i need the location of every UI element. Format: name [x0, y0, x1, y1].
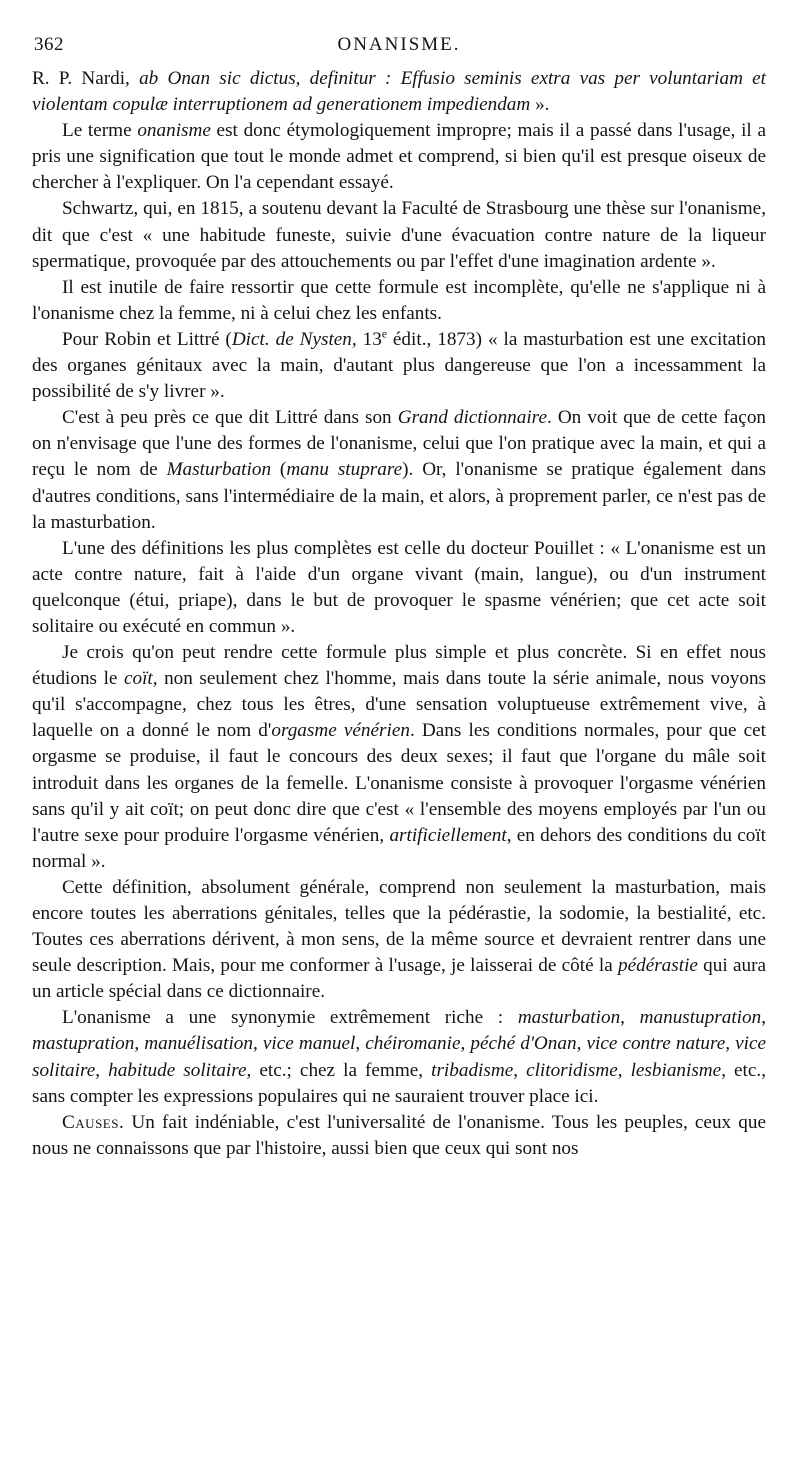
italic-text: clitoridisme: [526, 1059, 618, 1081]
text-run: Il est inutile de faire ressortir que cette formule est incomplète, qu'elle ne s'applique ni à l'onanisme chez la femme, ni à celui chez les enfants.: [32, 276, 766, 324]
section-heading: Causes.: [62, 1111, 125, 1133]
text-run: (: [271, 459, 287, 481]
text-run: , 13: [351, 328, 382, 350]
italic-text: chéiromanie: [365, 1033, 461, 1055]
text-run: ,: [355, 1033, 366, 1055]
paragraph: [32, 66, 766, 118]
italic-text: vice solitaire: [32, 1033, 767, 1081]
text-run: , etc., sans compter les expressions populaires qui ne sauraient trouver place ici.: [32, 1059, 766, 1107]
body-text: [32, 66, 766, 1162]
text-run: est donc étymologiquement impropre; mais il a passé dans l'usage, il a pris une signification que tout le monde admet et comprend, si bien qu'il est presque oiseux de chercher à l'expliquer. On l'a cependant essayé.: [32, 120, 766, 194]
text-run: ,: [761, 1007, 767, 1029]
text-run: Schwartz, qui, en 1815, a soutenu devant la Faculté de Strasbourg une thèse sur l'onanisme, dit que c'est « une habitude funeste, suivie d'une évacuation contre nature de la liqueur spermatique, provoquée par des attouchements ou par l'effet d'une imagination ardente ».: [32, 198, 766, 272]
text-run: , en dehors des conditions du coït normal ».: [32, 824, 766, 872]
text-run: ,: [725, 1033, 736, 1055]
italic-text: coït: [123, 668, 153, 690]
text-run: ,: [253, 1033, 263, 1055]
italic-text: tribadisme: [431, 1059, 514, 1081]
text-run: R. P. Nardi,: [32, 68, 140, 89]
italic-text: vice manuel: [262, 1033, 356, 1055]
text-run: Le terme: [62, 120, 138, 142]
paragraph: [32, 1110, 766, 1162]
text-run: , non seulement chez l'homme, mais dans toute la série animale, nous voyons qu'il s'accompagne, chez tous les êtres, d'une sensation voluptueuse extrêmement vive, à laquelle on a donné le nom d': [32, 668, 767, 742]
text-run: . Dans les conditions normales, pour que cet orgasme se produise, il faut le concours des deux sexes; il faut que l'organe du mâle soit introduit dans les organes de la femelle. L'onanisme consiste à provoquer l'orgasme vénérien sans qu'il y ait coït; on peut donc dire que c'est « l'ensemble des moyens employés par l'un ou l'autre sexe pour produire l'orgasme vénérien,: [32, 720, 767, 846]
text-run: ,: [617, 1059, 631, 1081]
italic-text: lesbianisme: [630, 1059, 722, 1081]
paragraph: [32, 640, 766, 875]
text-run: ,: [134, 1033, 145, 1055]
paragraph: [32, 118, 766, 196]
page-number: 362: [34, 34, 64, 55]
page-header: [34, 34, 764, 58]
text-run: ,: [620, 1007, 640, 1029]
italic-text: orgasme vénérien: [271, 720, 410, 742]
text-run: édit., 1873) « la masturbation est une excitation des organes génitaux avec la main, d'autant plus dangereuse que l'on a incessamment la possibilité de s'y livrer ».: [32, 328, 767, 403]
italic-text: habitude solitaire: [108, 1059, 247, 1081]
paragraph: [32, 875, 766, 1005]
text-run: ,: [95, 1059, 109, 1081]
text-run: ,: [576, 1033, 587, 1055]
running-head: ONANISME.: [337, 34, 461, 55]
text-run: qui aura un article spécial dans ce dictionnaire.: [32, 955, 766, 1003]
italic-text: vice contre nature: [586, 1033, 726, 1055]
paragraph: [32, 275, 766, 327]
text-run: L'une des définitions les plus complètes est celle du docteur Pouillet : « L'onanisme est un acte contre nature, fait à l'aide d'un organe vivant (main, langue), ou d'un instrument quelconque (étui, priape), dans le but de provoquer le spasme vénérien; que cet acte soit solitaire ou exécuté en commun ».: [32, 537, 766, 637]
paragraph: [32, 327, 766, 405]
text-run: C'est à peu près ce que dit Littré dans son: [62, 407, 398, 429]
text-run: ). Or, l'onanisme se pratique également dans d'autres conditions, sans l'intermédiaire de la main, et alors, à proprement parler, ce n'est pas de la masturbation.: [32, 459, 766, 533]
italic-text: manu stuprare: [286, 459, 403, 481]
italic-text: pédérastie: [617, 955, 698, 977]
text-run: , etc.; chez la femme,: [246, 1059, 432, 1081]
text-run: L'onanisme a une synonymie extrêmement riche :: [62, 1007, 518, 1029]
italic-text: péché d'Onan: [470, 1033, 577, 1055]
italic-text: manustupration: [639, 1007, 762, 1029]
text-run: ,: [460, 1033, 471, 1055]
italic-text: artificiellement: [389, 824, 507, 846]
superscript: e: [381, 328, 387, 341]
italic-text: mastupration: [32, 1033, 135, 1055]
paragraph: [32, 196, 766, 274]
italic-text: Masturbation: [166, 459, 272, 481]
text-run: . On voit que de cette façon on n'envisage que l'une des formes de l'onanisme, celui que l'on pratique avec la main, et qui a reçu le nom de: [32, 407, 767, 481]
text-run: Je crois qu'on peut rendre cette formule plus simple et plus concrète. Si en effet nous étudions le: [32, 642, 766, 690]
paragraph: [32, 1005, 766, 1109]
text-run: ,: [513, 1059, 527, 1081]
text-run: Un fait indéniable, c'est l'universalité de l'onanisme. Tous les peuples, ceux que nous ne connaissons que par l'histoire, aussi bien que ceux qui sont nos: [32, 1111, 766, 1159]
italic-text: masturbation: [517, 1007, 621, 1029]
paragraph: [32, 536, 766, 640]
italic-text: onanisme: [137, 120, 211, 142]
paragraph: [32, 405, 766, 535]
text-run: Pour Robin et Littré (: [62, 328, 232, 350]
italic-text: manuélisation: [144, 1033, 253, 1055]
italic-text: ab Onan sic dictus, definitur : Effusio seminis extra vas per voluntariam et violentam copulæ interruptionem ad generationem impediendam: [32, 68, 767, 116]
italic-text: Grand dictionnaire: [397, 407, 547, 429]
italic-text: Dict. de Nysten: [231, 328, 352, 350]
text-run: Cette définition, absolument générale, comprend non seulement la masturbation, mais encore toutes les aberrations génitales, telles que la pédérastie, la sodomie, la bestialité, etc. Toutes ces aberrations dérivent, à mon sens, de la même source et devraient rentrer dans une seule description. Mais, pour me conformer à l'usage, je laisserai de côté la: [32, 876, 766, 977]
text-run: ».: [530, 94, 550, 116]
